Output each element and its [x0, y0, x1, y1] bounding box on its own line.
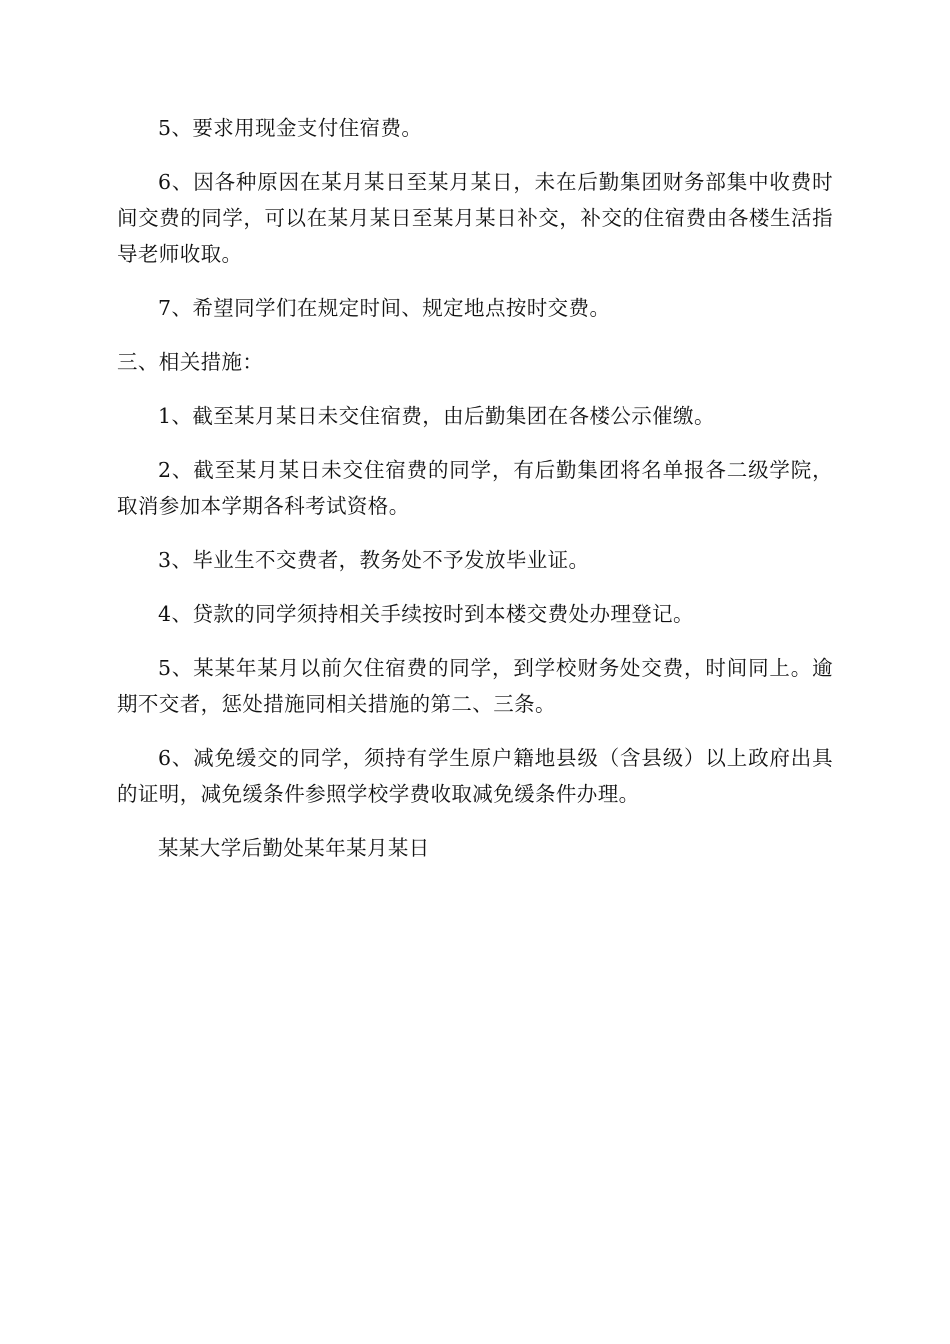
- measure-item-2: 2、截至某月某日未交住宿费的同学，有后勤集团将名单报各二级学院，取消参加本学期各科考试资格。: [117, 458, 833, 518]
- measure-item-5: 5、某某年某月以前欠住宿费的同学，到学校财务处交费，时间同上。逾期不交者，惩处措施同相关措施的第二、三条。: [117, 656, 833, 716]
- measure-item-4: 4、贷款的同学须持相关手续按时到本楼交费处办理登记。: [158, 602, 694, 626]
- item-pay-on-time: 7、希望同学们在规定时间、规定地点按时交费。: [158, 296, 611, 320]
- measure-item-1: 1、截至某月某日未交住宿费，由后勤集团在各楼公示催缴。: [158, 404, 715, 428]
- item-late-payment: 6、因各种原因在某月某日至某月某日，未在后勤集团财务部集中收费时间交费的同学，可以在某月某日至某月某日补交，补交的住宿费由各楼生活指导老师收取。: [117, 170, 833, 266]
- item-fee-cash: 5、要求用现金支付住宿费。: [158, 116, 423, 140]
- measure-item-6: 6、减免缓交的同学，须持有学生原户籍地县级（含县级）以上政府出具的证明，减免缓条件参照学校学费收取减免缓条件办理。: [117, 746, 833, 806]
- section-heading-measures: 三、相关措施：: [117, 350, 264, 374]
- document-body: [117, 110, 833, 884]
- signature-line: 某某大学后勤处某年某月某日: [158, 836, 430, 860]
- measure-item-3: 3、毕业生不交费者，教务处不予发放毕业证。: [158, 548, 590, 572]
